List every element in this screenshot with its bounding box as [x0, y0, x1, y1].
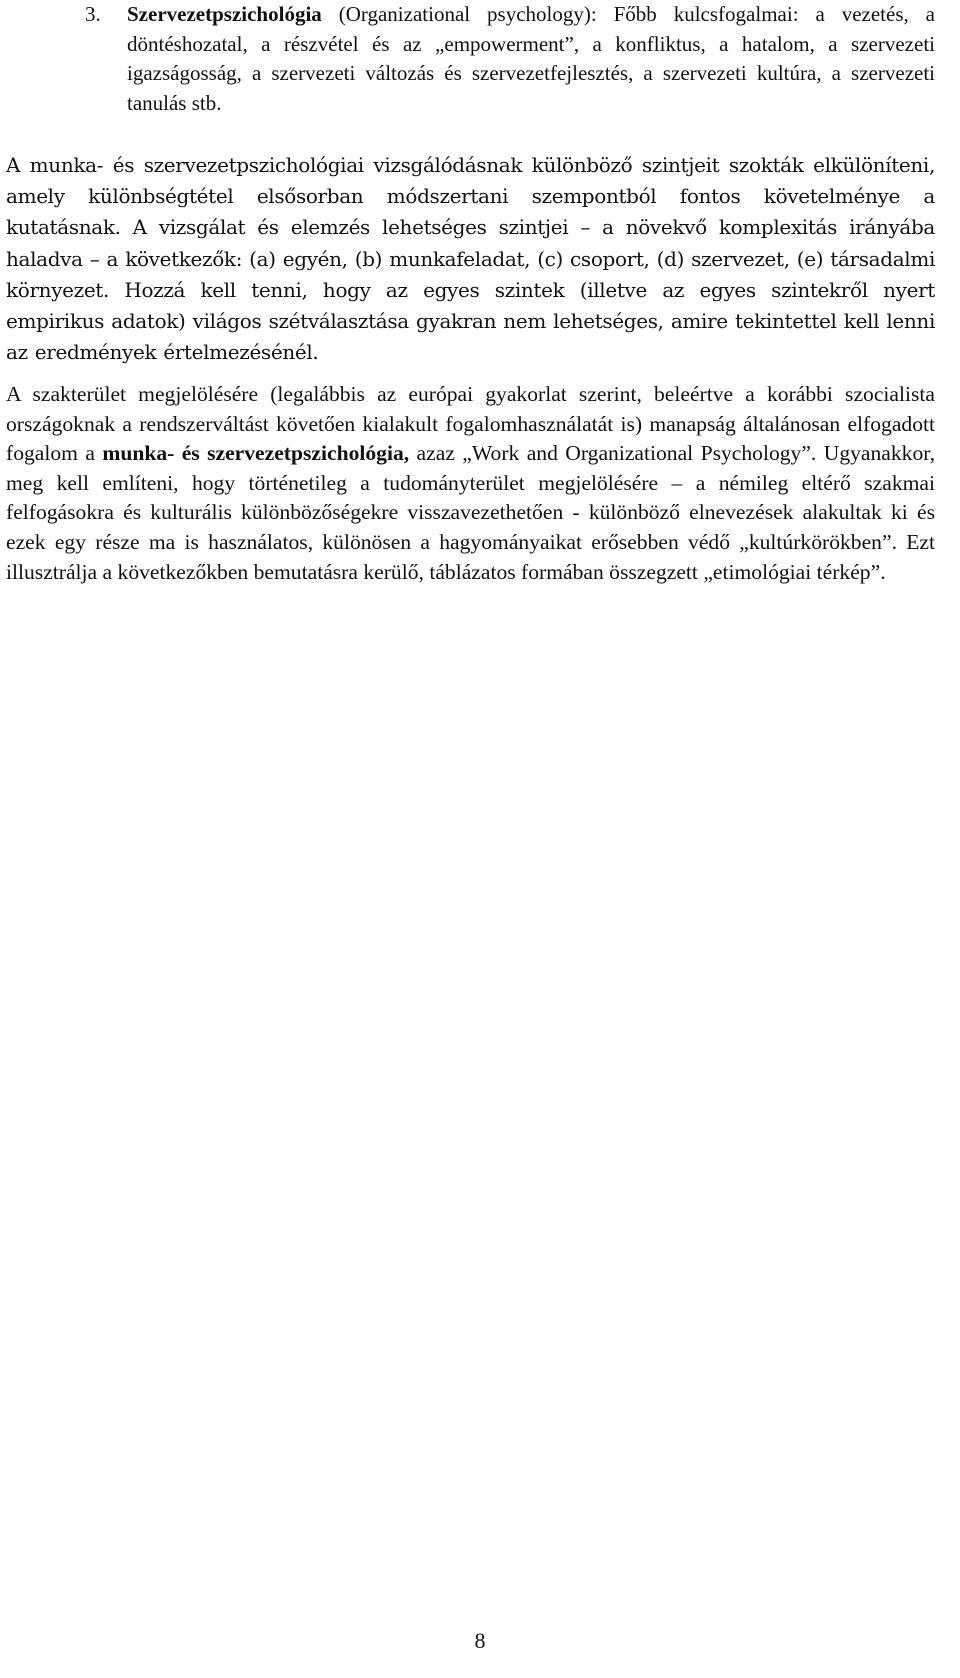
paragraph-text-after-term: azaz „Work and Organizational Psychology”. Ugyanakkor, meg kell említeni, hogy történetileg a tudományterület megjelölésére – a némileg eltérő szakmai felfogásokra és kulturális különbözőségekre visszavezethetően - különböző elnevezések alakultak ki és ezek egy része ma is használatos, különösen a hagyományaikat erősebben védő „kultúrkörökben”. Ezt illusztrálja a következőkben bemutatásra kerülő, táblázatos formában összegzett „etimológiai térkép”. — [6, 441, 935, 584]
list-item-number: 3. — [85, 2, 101, 26]
paragraph-field-naming — [6, 380, 935, 587]
list-item-term: Szervezetpszichológia — [127, 2, 322, 26]
paragraph-text-before-term: A szakterület megjelölésére (legalábbis az európai gyakorlat szerint, beleértve a korábbi szocialista országoknak a rendszerváltást követően kialakult fogalomhasználatát is) manapság általánosan elfogadott fogalom a — [6, 382, 935, 466]
page-number: 8 — [474, 1628, 486, 1653]
numbered-list-item — [85, 0, 935, 118]
paragraph-bold-term: munka- és szervezetpszichológia, — [102, 441, 410, 466]
list-item-text: (Organizational psychology): Főbb kulcsfogalmai: a vezetés, a döntéshozatal, a részvétel és az „empowerment”, a konfliktus, a hatalom, a szervezeti igazságosság, a szervezeti változás és szervezetfejlesztés, a szervezeti kultúra, a szervezeti tanulás stb. — [127, 2, 935, 115]
list-item-body — [127, 0, 935, 118]
paragraph-levels-of-analysis: A munka- és szervezetpszichológiai vizsgálódásnak különböző szintjeit szokták elkülöníteni, amely különbségtétel elsősorban módszertani szempontból fontos követelménye a kutatásnak. A vizsgálat és elemzés lehetséges szintjei – a növekvő komplexitás irányába haladva – a következők: (a) egyén, (b) munkafeladat, (c) csoport, (d) szervezet, (e) társadalmi környezet. Hozzá kell tenni, hogy az egyes szintek (illetve az egyes szintekről nyert empirikus adatok) világos szétválasztása gyakran nem lehetséges, amire tekintettel kell lenni az eredmények értelmezésénél. — [6, 153, 935, 365]
